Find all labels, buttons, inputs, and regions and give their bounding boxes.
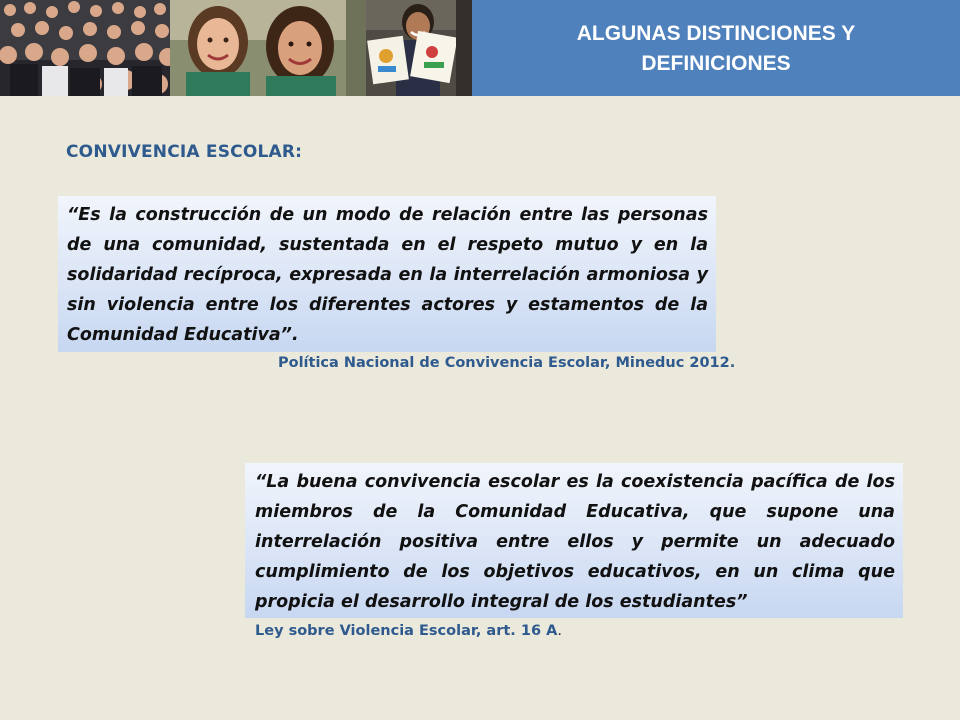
students-crowd-photo bbox=[0, 0, 170, 96]
law-quote-box bbox=[245, 463, 903, 618]
definition-quote-text: “Es la construcción de un modo de relación entre las personas de una comunidad, sustentada en el respeto mutuo y en la solidaridad recíproca, expresada en la interrelación armoniosa y sin violencia entre los diferentes actores y estamentos de la Comunidad Educativa”. bbox=[67, 205, 708, 345]
definition-quote-box bbox=[58, 196, 716, 352]
section-heading: CONVIVENCIA ESCOLAR: bbox=[66, 142, 303, 162]
law-source-period: . bbox=[557, 623, 562, 639]
title-banner bbox=[472, 0, 960, 96]
page-title: ALGUNAS DISTINCIONES Y DEFINICIONES bbox=[576, 22, 856, 75]
girls-smiling-photo bbox=[170, 0, 366, 96]
definition-source: Política Nacional de Convivencia Escolar, Mineduc 2012. bbox=[278, 355, 736, 371]
law-source-text: Ley sobre Violencia Escolar, art. 16 A bbox=[255, 623, 558, 639]
boy-reading-book-photo bbox=[366, 0, 472, 96]
law-source bbox=[255, 623, 562, 639]
header-photo-strip bbox=[0, 0, 472, 96]
law-quote-text: “La buena convivencia escolar es la coexistencia pacífica de los miembros de la Comunidad Educativa, que supone una interrelación positiva entre ellos y permite un adecuado cumplimiento de los objetivos educativos, en un clima que propicia el desarrollo integral de los estudiantes” bbox=[255, 472, 895, 612]
